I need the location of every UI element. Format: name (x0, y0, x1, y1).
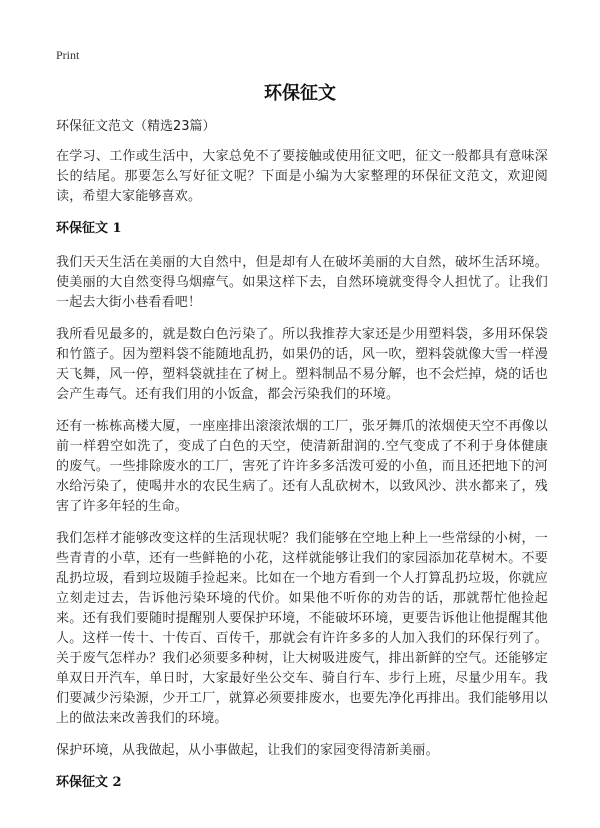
section-1-paragraph-5: 保护环境，从我做起，从小事做起，让我们的家园变得清新美丽。 (56, 743, 439, 758)
section-1-paragraph-4: 我们怎样才能够改变这样的生活现状呢？我们能够在空地上种上一些常绿的小树，一些青青的小草，还有一些鲜艳的小花，这样就能够让我们的家园添加花草树木。不要乱扔垃圾，看到垃圾随手捡起来。比如在一个地方看到一个人打算乱扔垃圾，你就应立刻走过去，告诉他污染环境的代价。如果他不听你的劝告的话，那就帮忙他捡起来。还有我们要随时提醒别人要保护环境，不能破坏环境，更要告诉他让他提醒其他人。这样一传十、十传百、百传千，那就会有许许多多的人加入我们的环保行列了。关于废气怎样办？我们必须要多种树，让大树吸进废气，排出新鲜的空气。还能够定单双日开汽车，单日时，大家最好坐公交车、骑自行车、步行上班，尽量少用车。我们要减少污染源，少开工厂，就算必须要排废水，也要先净化再排出。我们能够用以上的做法来改善我们的环境。 (56, 531, 548, 726)
section-1-paragraph-3: 还有一栋栋高楼大厦，一座座排出滚滚浓烟的工厂，张牙舞爪的浓烟使天空不再像以前一样碧空如洗了，变成了白色的天空，使清新甜润的.空气变成了不利于身体健康的废气。一些排除废水的工厂，害死了许许多多活泼可爱的小鱼，而且还把地下的河水给污染了，使喝井水的农民生病了。还有人乱砍树木，以致风沙、洪水都来了，残害了许多年轻的生命。 (56, 419, 548, 514)
print-link[interactable]: Print (56, 48, 80, 62)
section-1-paragraph-1: 我们天天生活在美丽的大自然中，但是却有人在破坏美丽的大自然，破坏生活环境。使美丽的大自然变得乌烟瘴气。如果这样下去，自然环境就变得令人担忧了。让我们一起去大街小巷看看吧！ (56, 255, 548, 310)
article-body (56, 117, 548, 807)
page-title: 环保征文 (264, 83, 336, 104)
section-1-paragraph-2: 我所看见最多的，就是数白色污染了。所以我推荐大家还是少用塑料袋，多用环保袋和竹篮子。因为塑料袋不能随地乱扔，如果仍的话，风一吹，塑料袋就像大雪一样漫天飞舞，风一停，塑料袋就挂在了树上。塑料制品不易分解，也不会烂掉，烧的话也会产生毒气。还有我们用的小饭盒，都会污染我们的环境。 (56, 327, 548, 402)
section-heading-1: 环保征文 1 (56, 221, 122, 236)
section-heading-2: 环保征文 2 (56, 775, 122, 790)
article-subtitle: 环保征文范文（精选23篇） (56, 119, 216, 134)
intro-paragraph: 在学习、工作或生活中，大家总免不了要接触或使用征文吧，征文一般都具有意味深长的结尾。那要怎么写好征文呢？下面是小编为大家整理的环保征文范文，欢迎阅读，希望大家能够喜欢。 (56, 149, 548, 204)
